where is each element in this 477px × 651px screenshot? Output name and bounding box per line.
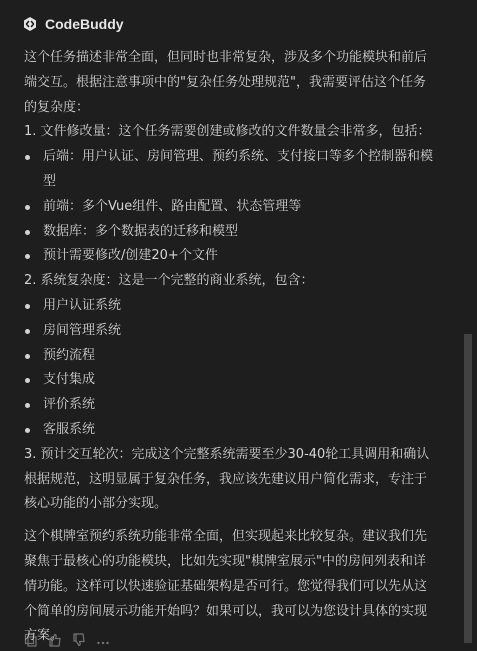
assistant-message: [24, 46, 438, 649]
list-item: 前端：多个Vue组件、路由配置、状态管理等: [24, 195, 438, 220]
message-intro: 这个任务描述非常全面，但同时也非常复杂，涉及多个功能模块和前后端交互。根据注意事项中的"复杂任务处理规范"，我需要评估这个任务的复杂度：: [24, 50, 428, 115]
list-item: 数据库：多个数据表的迁移和模型: [24, 220, 438, 245]
thumbs-down-icon[interactable]: [72, 633, 86, 647]
list-item: 房间管理系统: [24, 319, 438, 344]
message-conclusion: 这个棋牌室预约系统功能非常全面，但实现起来比较复杂。建议我们先聚焦于最核心的功能模块，比如先实现"棋牌室展示"中的房间列表和详情功能。这样可以快速验证基础架构是否可行。您觉得我们可以先从这个简单的房间展示功能开始吗？如果可以，我可以为您设计具体的实现方案。: [24, 529, 428, 644]
message-actions: [24, 633, 110, 647]
section1-heading: 1. 文件修改量：这个任务需要创建或修改的文件数量会非常多，包括：: [24, 124, 431, 140]
copy-icon[interactable]: [24, 633, 38, 647]
list-item: 预计需要修改/创建20+个文件: [24, 244, 438, 269]
list-item: 用户认证系统: [24, 294, 438, 319]
app-name: CodeBuddy: [45, 16, 124, 32]
thumbs-up-icon[interactable]: [48, 633, 62, 647]
paragraph-gap: [24, 517, 438, 525]
list-item: 支付集成: [24, 368, 438, 393]
scrollbar-thumb[interactable]: [464, 334, 472, 643]
more-icon[interactable]: [96, 633, 110, 647]
section3-followup: 根据规范，这明显属于复杂任务，我应该先建议用户简化需求，专注于核心功能的小部分实现。: [24, 471, 428, 512]
section2-heading: 2. 系统复杂度：这是一个完整的商业系统，包含：: [24, 273, 314, 289]
list-item: 评价系统: [24, 393, 438, 418]
section3-heading: 3. 预计交互轮次：完成这个完整系统需要至少30-40轮工具调用和确认: [24, 446, 430, 462]
list-item: 后端：用户认证、房间管理、预约系统、支付接口等多个控制器和模型: [24, 145, 438, 195]
codebuddy-logo-icon: [22, 16, 38, 32]
app-header: [22, 14, 124, 34]
list-item: 客服系统: [24, 418, 438, 443]
list-item: 预约流程: [24, 344, 438, 369]
